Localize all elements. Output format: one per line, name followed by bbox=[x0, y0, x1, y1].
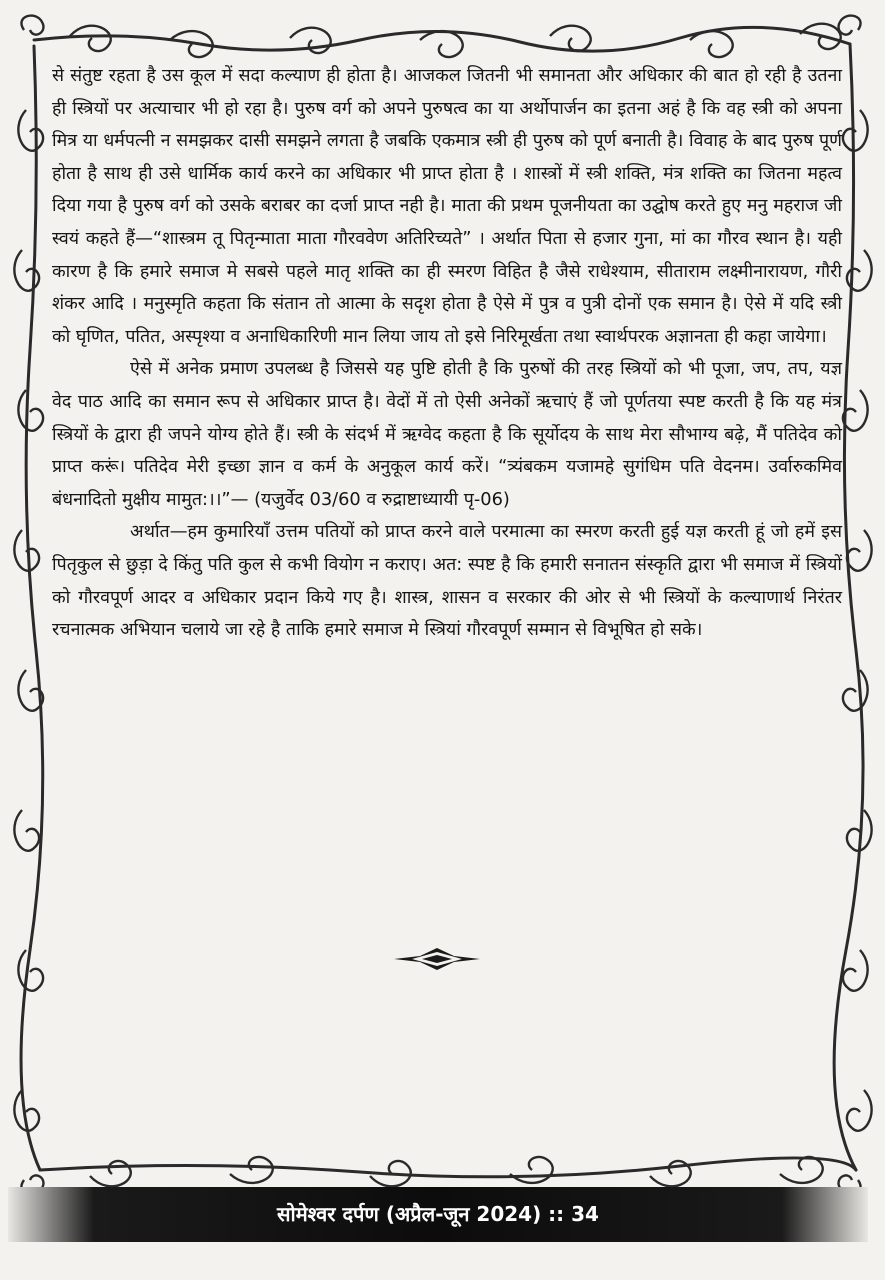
paragraph-1: से संतुष्ट रहता है उस कूल में सदा कल्याण ही होता है। आजकल जितनी भी समानता और अधिकार की बात हो रही है उतना ही स्त्रियों पर अत्याचार भी हो रहा है। पुरुष वर्ग को अपने पुरुषत्व का या अर्थोपार्जन का इतना अहं है कि वह स्त्री को अपना मित्र या धर्मपत्नी न समझकर दासी समझने लगता है जबकि एकमात्र स्त्री ही पुरुष को पूर्ण बनाती है। विवाह के बाद पुरुष पूर्ण होता है साथ ही उसे धार्मिक कार्य करने का अधिकार भी प्राप्त होता है । शास्त्रों में स्त्री शक्ति, मंत्र शक्ति का जितना महत्व दिया गया है पुरुष वर्ग को उसके बराबर का दर्जा प्राप्त नही है। माता की प्रथम पूजनीयता का उद्घोष करते हुए मनु महराज जी स्वयं कहते हैं—“शास्त्रम तू पितृन्माता माता गौरववेण अतिरिच्यते” । अर्थात पिता से हजार गुना, मां का गौरव स्थान है। यही कारण है कि हमारे समाज मे सबसे पहले मातृ शक्ति का ही स्मरण विहित है जैसे राधेश्याम, सीताराम लक्ष्मीनारायण, गौरी शंकर आदि । मनुस्मृति कहता कि संतान तो आत्मा के सदृश होता है ऐसे में पुत्र व पुत्री दोनों एक समान है। ऐसे में यदि स्त्री को घृणित, पतित, अस्पृश्या व अनाधिकारिणी मान लिया जाय तो इसे निरिमूर्खता तथा स्वार्थपरक अज्ञानता ही कहा जायेगा। bbox=[52, 65, 842, 347]
footer-page-info: सोमेश्वर दर्पण (अप्रैल-जून 2024) :: 34 bbox=[277, 1202, 599, 1226]
paragraph-2: ऐसे में अनेक प्रमाण उपलब्ध है जिससे यह पुष्टि होती है कि पुरुषों की तरह स्त्रियों को भी पूजा, जप, तप, यज्ञ वेद पाठ आदि का समान रूप से अधिकार प्राप्त है। वेदों में तो ऐसी अनेकों ऋचाएं हैं जो पूर्णतया स्पष्ट करती है कि यह मंत्र स्त्रियों के द्वारा ही जपने योग्य होते हैं। स्त्री के संदर्भ में ऋग्वेद कहता है कि सूर्योदय के साथ मेरा सौभाग्य बढ़े, मैं पतिदेव को प्राप्त करूं। पतिदेव मेरी इच्छा ज्ञान व कर्म के अनुकूल कार्य करें। “त्र्यंबकम यजामहे सुगंधिम पति वेदनम। उर्वारुकमिव बंधनादितो मुक्षीय मामुत:।।”— (यजुर्वेद 03/60 व रुद्राष्टाध्यायी पृ-06) bbox=[52, 358, 842, 510]
divider-ornament-icon bbox=[392, 946, 482, 972]
article-body bbox=[52, 60, 842, 647]
footer-bar bbox=[8, 1187, 868, 1242]
paragraph-3: अर्थात—हम कुमारियाँ उत्तम पतियों को प्राप्त करने वाले परमात्मा का स्मरण करती हुई यज्ञ करती हूं जो हमें इस पितृकुल से छुड़ा दे किंतु पति कुल से कभी वियोग न कराए। अत: स्पष्ट है कि हमारी सनातन संस्कृति द्वारा भी समाज में स्त्रियों को गौरवपूर्ण आदर व अधिकार प्रदान किये गए है। शास्त्र, शासन व सरकार की ओर से भी स्त्रियों के कल्याणार्थ निरंतर रचनात्मक अभियान चलाये जा रहे है ताकि हमारे समाज मे स्त्रियां गौरवपूर्ण सम्मान से विभूषित हो सके। bbox=[52, 521, 842, 641]
